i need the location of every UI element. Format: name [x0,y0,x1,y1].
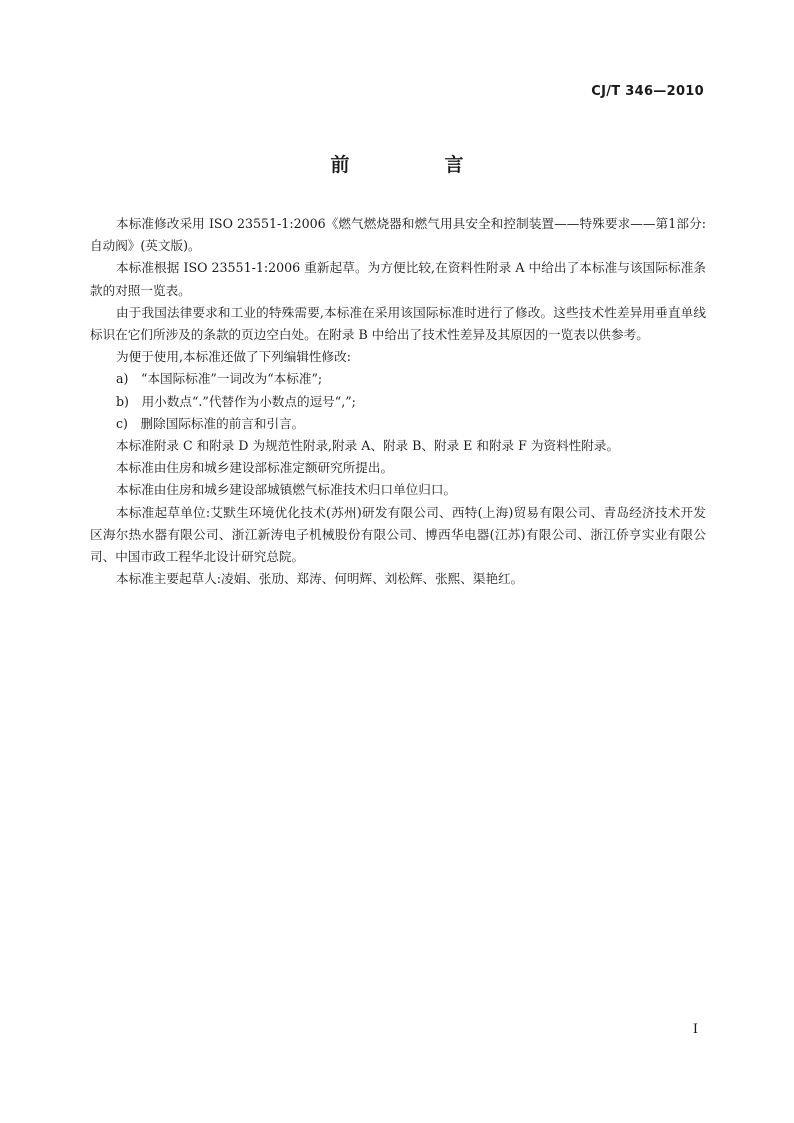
standard-code: CJ/T 346—2010 [591,84,704,99]
paragraph-drafters: 本标准主要起草人:凌娟、张劢、郑涛、何明辉、刘松辉、张熙、渠艳红。 [116,571,524,587]
paragraph-drafting-basis: 本标准根据 ISO 23551-1:2006 重新起草。为方便比较,在资料性附录 A 中给出了本标准与该国际标准条款的对照一览表。 [90,260,706,298]
paragraph-proposed-by: 本标准由住房和城乡建设部标准定额研究所提出。 [116,460,394,476]
foreword-body [90,213,706,590]
paragraph-technical-differences: 由于我国法律要求和工业的特殊需要,本标准在采用该国际标准时进行了修改。这些技术性差异用垂直单线标识在它们所涉及的条款的页边空白处。在附录 B 中给出了技术性差异及其原因的一览表以供参考。 [90,304,706,343]
page-number: I [692,1022,698,1037]
paragraph-drafting-units: 本标准起草单位:艾默生环境优化技术(苏州)研发有限公司、西特(上海)贸易有限公司、青岛经济技术开发区海尔热水器有限公司、浙江新涛电子机械股份有限公司、博西华电器(江苏)有限公司、浙江侨亨实业有限公司、中国市政工程华北设计研究总院。 [90,504,706,565]
paragraph-annexes: 本标准附录 C 和附录 D 为规范性附录,附录 A、附录 B、附录 E 和附录 F 为资料性附录。 [116,438,620,454]
paragraph-editorial-changes: 为便于使用,本标准还做了下列编辑性修改: [116,349,351,365]
list-item-b: b) 用小数点“.”代替作为小数点的逗号“,”; [116,393,356,409]
paragraph-administered-by: 本标准由住房和城乡建设部城镇燃气标准技术归口单位归口。 [116,482,457,498]
list-item-c: c) 删除国际标准的前言和引言。 [116,415,305,431]
list-item-a: a) “本国际标准”一词改为“本标准”; [116,371,323,387]
paragraph-adoption: 本标准修改采用 ISO 23551-1:2006《燃气燃烧器和燃气用具安全和控制装置——特殊要求——第1部分:自动阀》(英文版)。 [90,216,706,254]
page-title: 前 言 [330,154,502,176]
